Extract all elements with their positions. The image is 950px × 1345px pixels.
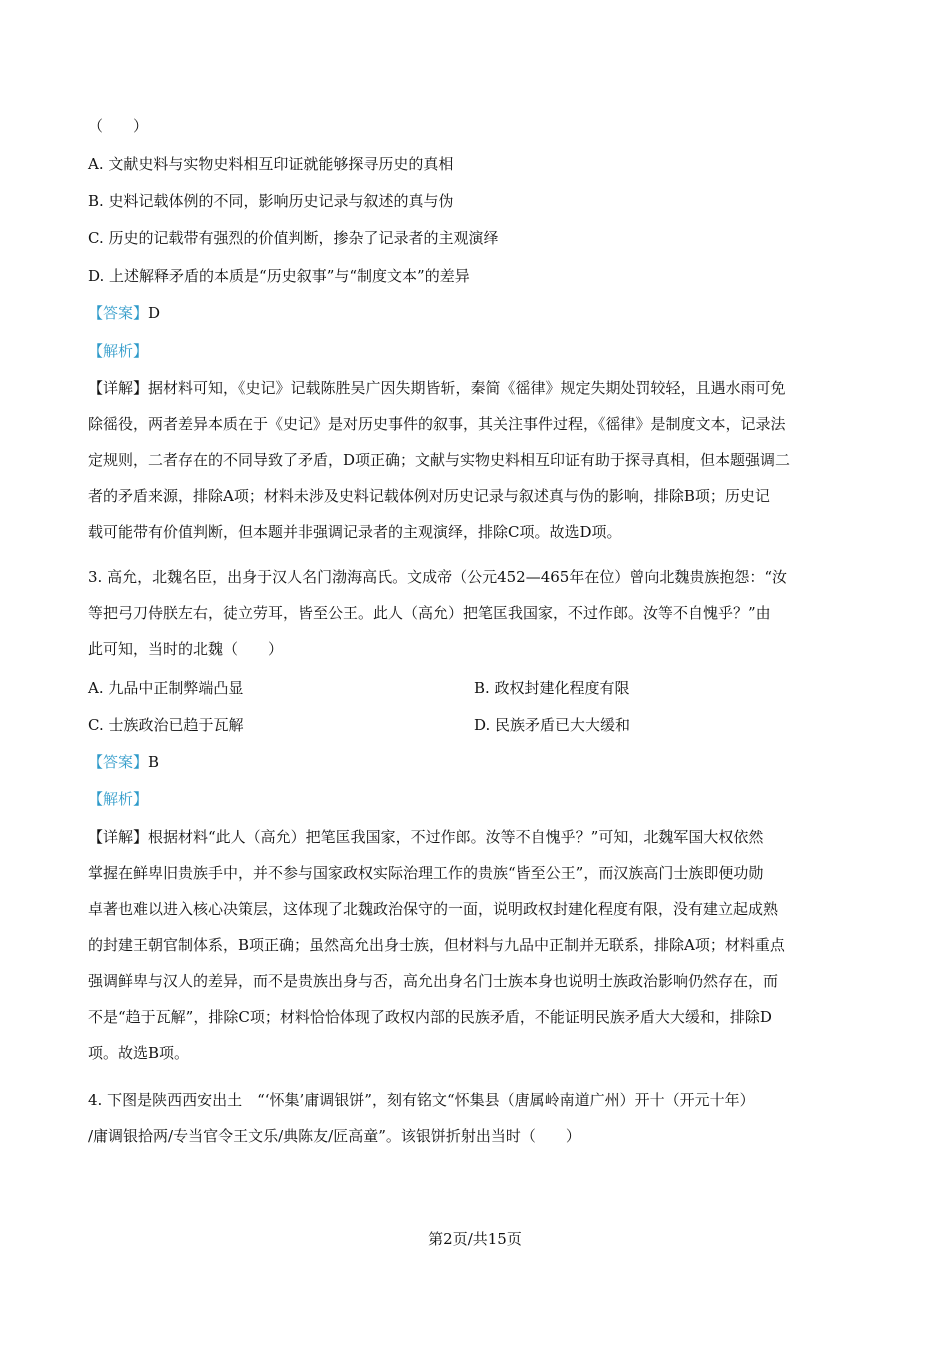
detail-tag: 【详解】 <box>88 828 149 846</box>
q3-detail <box>88 825 868 1077</box>
q2-option-c: C. 历史的记载带有强烈的价值判断，掺杂了记录者的主观演绎 <box>88 229 499 247</box>
answer-tag: 【答案】 <box>88 304 149 322</box>
stem-line: 4. 下图是陕西西安出土 “‘怀集’庸调银饼”，刻有铭文“怀集县（唐属岭南道广州）开十（开元十年） <box>88 1091 755 1109</box>
detail-line: 载可能带有价值判断，但本题并非强调记录者的主观演绎，排除C项。故选D项。 <box>88 523 622 541</box>
detail-line: 项。故选B项。 <box>88 1044 190 1062</box>
q4-stem <box>88 1088 868 1160</box>
answer-tag: 【答案】 <box>88 753 149 771</box>
q2-option-b: B. 史料记载体例的不同，影响历史记录与叙述的真与伪 <box>88 192 454 210</box>
q2-stem-tail: （ ） <box>88 117 149 135</box>
q2-option-d: D. 上述解释矛盾的本质是“历史叙事”与“制度文本”的差异 <box>88 267 470 285</box>
answer-value: B <box>148 753 160 771</box>
answer-value: D <box>148 304 161 322</box>
q2-analysis-tag: 【解析】 <box>88 342 149 360</box>
q3-option-d: D. 民族矛盾已大大缓和 <box>474 716 631 734</box>
stem-line: 此可知，当时的北魏（ ） <box>88 640 284 658</box>
detail-line: 的封建王朝官制体系，B项正确；虽然高允出身士族，但材料与九品中正制并无联系，排除A项；材料重点 <box>88 936 785 954</box>
q3-option-b: B. 政权封建化程度有限 <box>474 679 630 697</box>
stem-line: 等把弓刀侍朕左右，徒立劳耳，皆至公王。此人（高允）把笔匡我国家，不过作郎。汝等不自愧乎？”由 <box>88 604 771 622</box>
detail-line: 定规则，二者存在的不同导致了矛盾，D项正确；文献与实物史料相互印证有助于探寻真相，但本题强调二 <box>88 451 791 469</box>
q2-answer <box>88 303 160 323</box>
q3-stem <box>88 565 868 673</box>
q2-detail <box>88 376 868 556</box>
detail-line: 不是“趋于瓦解”，排除C项；材料恰恰体现了政权内部的民族矛盾，不能证明民族矛盾大大缓和，排除D <box>88 1008 772 1026</box>
q2-option-a: A. 文献史料与实物史料相互印证就能够探寻历史的真相 <box>88 155 454 173</box>
detail-tag: 【详解】 <box>88 379 149 397</box>
detail-line: 【详解】据材料可知，《史记》记载陈胜吴广因失期皆斩，秦简《徭律》规定失期处罚较轻，且遇水雨可免 <box>88 379 786 397</box>
detail-line: 强调鲜卑与汉人的差异，而不是贵族出身与否，高允出身名门士族本身也说明士族政治影响仍然存在，而 <box>88 972 779 990</box>
q3-answer <box>88 752 159 772</box>
page-footer: 第2页/共15页 <box>428 1230 522 1248</box>
stem-line: 3. 高允，北魏名臣，出身于汉人名门渤海高氏。文成帝（公元452—465年在位）曾向北魏贵族抱怨：“汝 <box>88 568 788 586</box>
stem-line: /庸调银拾两/专当官令王文乐/典陈友/匠高童”。该银饼折射出当时（ ） <box>88 1127 581 1145</box>
q3-analysis-tag: 【解析】 <box>88 790 149 808</box>
detail-line: 卓著也难以进入核心决策层，这体现了北魏政治保守的一面，说明政权封建化程度有限，没有建立起成熟 <box>88 900 779 918</box>
detail-line: 除徭役，两者差异本质在于《史记》是对历史事件的叙事，其关注事件过程，《徭律》是制度文本，记录法 <box>88 415 786 433</box>
q3-option-a: A. 九品中正制弊端凸显 <box>88 679 244 697</box>
detail-line: 【详解】根据材料“此人（高允）把笔匡我国家，不过作郎。汝等不自愧乎？”可知，北魏军国大权依然 <box>88 828 764 846</box>
detail-line: 者的矛盾来源，排除A项；材料未涉及史料记载体例对历史记录与叙述真与伪的影响，排除B项；历史记 <box>88 487 770 505</box>
q3-option-c: C. 士族政治已趋于瓦解 <box>88 716 244 734</box>
detail-line: 掌握在鲜卑旧贵族手中，并不参与国家政权实际治理工作的贵族“皆至公王”，而汉族高门士族即便功勋 <box>88 864 764 882</box>
